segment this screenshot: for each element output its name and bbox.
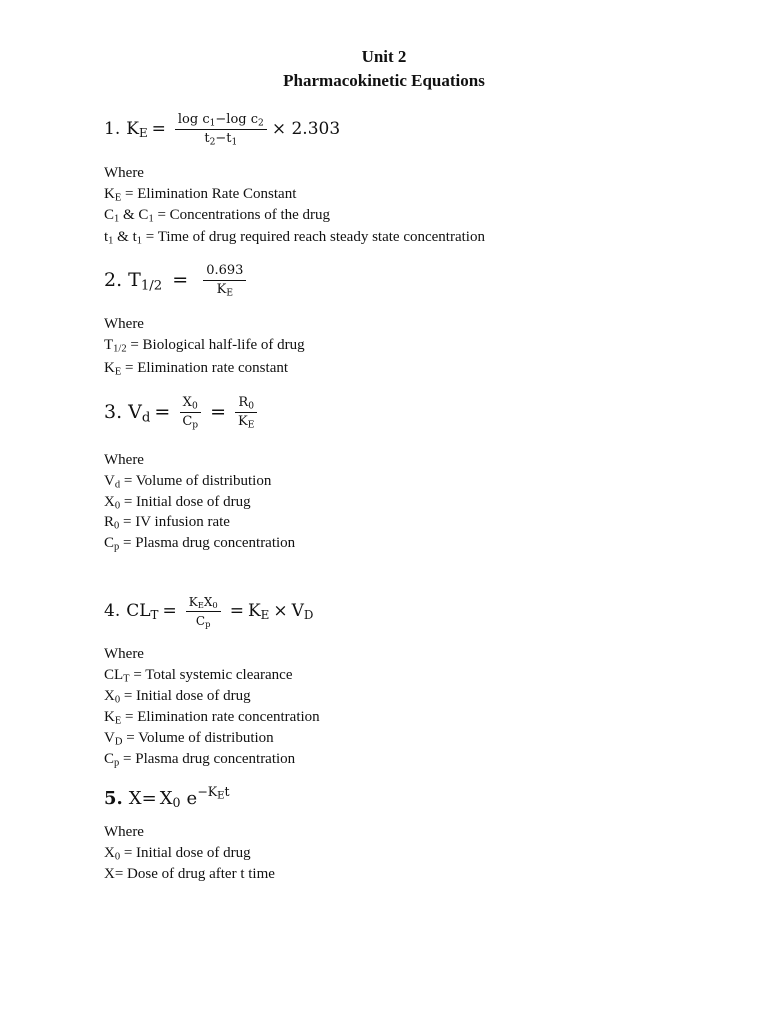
definition-line: $C_1$ & $C_1$ = Concentrations of the drug [104,207,331,225]
eq3-fraction-1: $\frac{X_0}{C_p}$ [179,395,201,430]
eq2-fraction [203,263,246,298]
definition-line: $K_E$ = Elimination Rate Constant [104,186,297,204]
equation-number: 2. [104,269,123,291]
definition-line: $K_E$ = Elimination rate concentration [104,709,320,727]
equals-sign: = [166,269,195,291]
definition-line: $CL_T$ = Total systemic clearance [104,667,293,685]
equation-1 [104,108,340,150]
eq2-lhs: $T_{1/2}$ [128,269,163,294]
equation-number: 4. [104,601,121,621]
equation-2 [104,260,251,300]
equation-number: 3. [104,401,123,423]
page-title: Pharmacokinetic Equations [283,71,485,90]
eq4-lhs: $CL_T$ [126,601,159,622]
eq4-fraction: $\frac{K_EX_0}{C_p}$ [186,594,221,629]
where-label: Where [104,452,144,468]
unit-heading: Unit 2 [361,47,407,66]
equals-sign: = [229,601,244,621]
eq1-denominator: $t_2-t_1$ [204,130,238,147]
equation-number: 5. [104,787,123,809]
definition-line: $X_0$ = Initial dose of drug [104,688,251,706]
equals-sign: = [162,601,177,621]
equals-sign: = [151,119,166,139]
definition-line: $V_d$ = Volume of distribution [104,473,272,491]
eq1-factor: × 2.303 [271,119,341,139]
definition-line: $C_p$ = Plasma drug concentration [104,751,296,769]
equals-sign: = [210,401,227,423]
definition-line: $C_p$ = Plasma drug concentration [104,535,296,553]
eq5-exponential: $e^{-K_Et}$ [186,783,230,809]
definition-line: $R_0$ = IV infusion rate [104,514,230,532]
definition-line: X= Dose of drug after t time [104,866,275,882]
where-label: Where [104,316,144,332]
equation-number: 1. [104,119,121,139]
definition-line: $X_0$ = Initial dose of drug [104,845,251,863]
eq3-lhs: $V_d$ [128,401,151,426]
equals-sign: = [154,401,171,423]
eq2-numerator: 0.693 [203,263,246,281]
equation-4: 4. $CL_T$ = $\frac{K_EX_0}{C_p}$ = $K_E$ × $V_D$ [104,594,314,629]
where-label: Where [104,646,144,662]
definition-line: $t_1$ & $t_1$ = Time of drug required reach steady state concentration [104,229,485,247]
definition-line: $V_D$ = Volume of distribution [104,730,274,748]
eq2-denominator: $K_E$ [216,281,234,298]
definition-line: $X_0$ = Initial dose of drug [104,494,251,512]
definition-line: $T_{1/2}$ = Biological half-life of drug [104,337,305,355]
eq3-fraction-2: $\frac{R_0}{K_E}$ [235,395,257,430]
eq1-lhs: $K_E$ [126,119,148,140]
eq1-numerator: $\log c_1-\log$ $c_2$ [175,112,267,130]
definition-line: $K_E$ = Elimination rate constant [104,360,289,378]
where-label: Where [104,824,144,840]
where-label: Where [104,165,144,181]
equation-5: 5. X= $X_0$ $e^{-K_Et}$ [104,783,230,810]
eq1-fraction [175,112,267,147]
equation-3 [104,391,262,433]
eq5-lhs: X= [128,787,157,809]
